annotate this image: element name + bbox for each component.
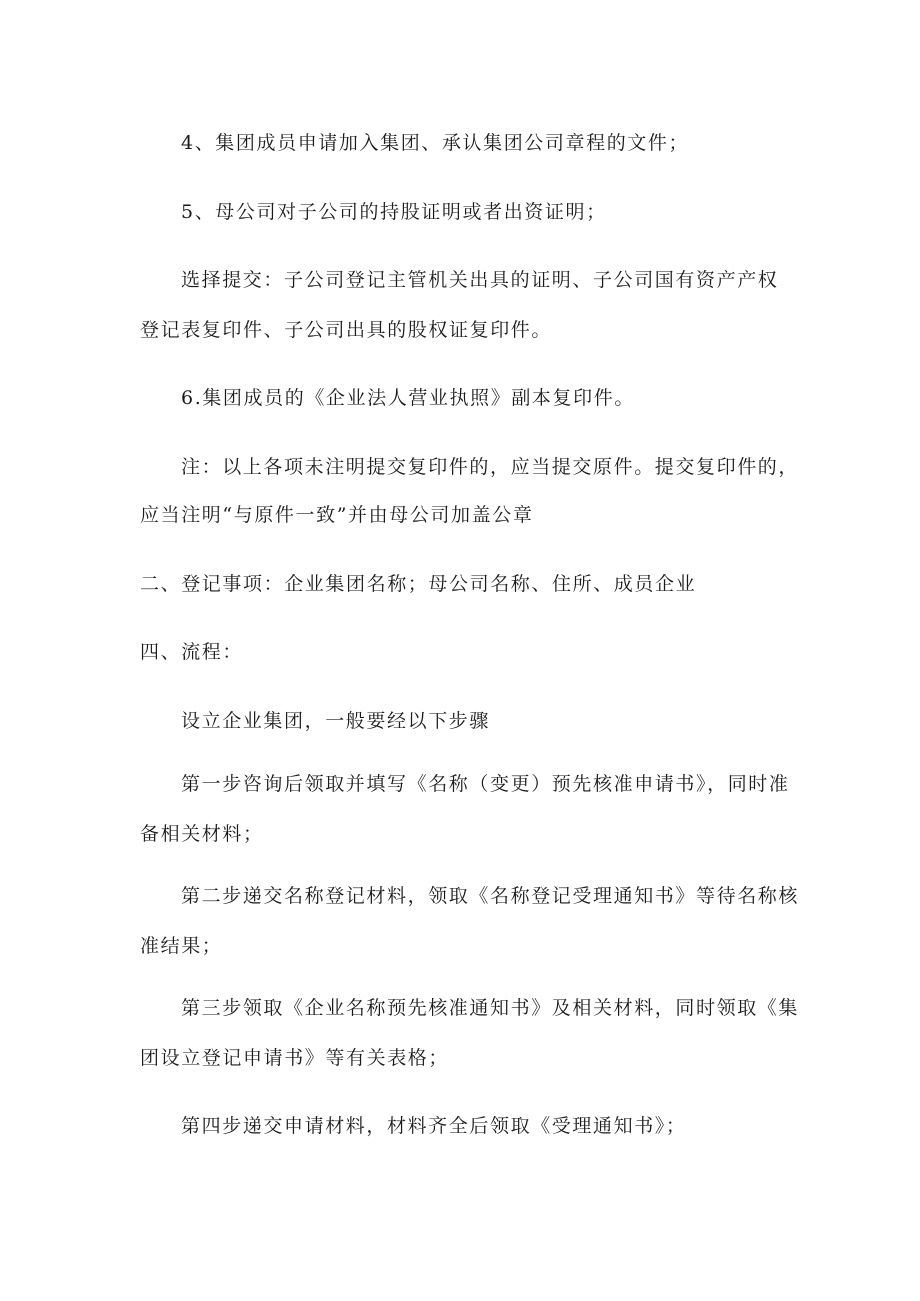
text-line-optional-submission-cont: 登记表复印件、子公司出具的股权证复印件。 <box>140 319 553 341</box>
text-line-step-2: 第二步递交名称登记材料，领取《名称登记受理通知书》等待名称核 <box>181 885 800 907</box>
text-line-step-2-cont: 准结果； <box>140 935 223 957</box>
text-line-process-intro: 设立企业集团，一般要经以下步骤 <box>181 710 491 732</box>
text-line-item-4: 4、集团成员申请加入集团、承认集团公司章程的文件； <box>181 132 690 154</box>
section-heading-process: 四、流程： <box>140 641 244 663</box>
text-line-item-6: 6.集团成员的《企业法人营业执照》副本复印件。 <box>181 387 635 409</box>
text-line-optional-submission: 选择提交：子公司登记主管机关出具的证明、子公司国有资产产权 <box>181 269 779 291</box>
text-line-step-3-cont: 团设立登记申请书》等有关表格； <box>140 1047 450 1069</box>
text-line-item-5: 5、母公司对子公司的持股证明或者出资证明； <box>181 201 607 223</box>
section-heading-registration-items: 二、登记事项：企业集团名称；母公司名称、住所、成员企业 <box>140 573 697 595</box>
text-line-step-1: 第一步咨询后领取并填写《名称（变更）预先核准申请书》，同时准 <box>181 773 790 795</box>
text-line-step-1-cont: 备相关材料； <box>140 823 264 845</box>
text-line-note: 注：以上各项未注明提交复印件的，应当提交原件。提交复印件的， <box>181 456 800 478</box>
text-line-note-cont: 应当注明“与原件一致”并由母公司加盖公章 <box>140 504 534 526</box>
text-line-step-3: 第三步领取《企业名称预先核准通知书》及相关材料，同时领取《集 <box>181 997 800 1019</box>
text-line-step-4: 第四步递交申请材料，材料齐全后领取《受理通知书》； <box>181 1115 687 1137</box>
